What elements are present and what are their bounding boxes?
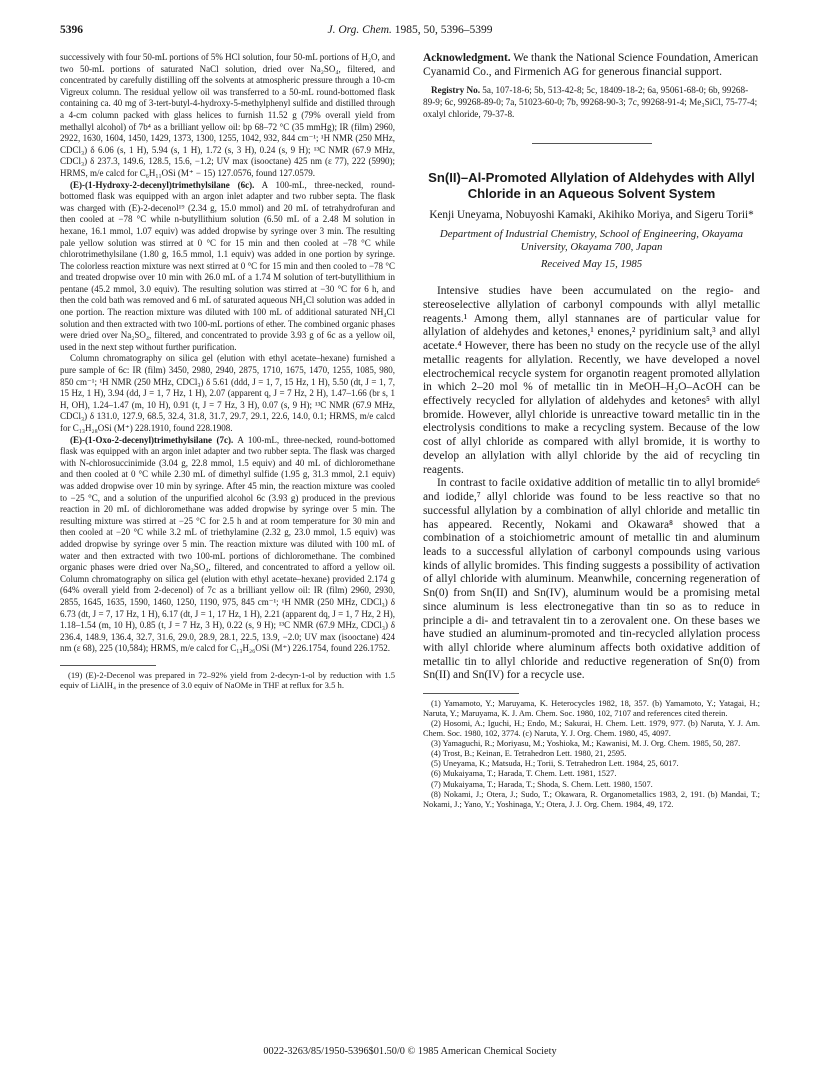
journal-name: J. Org. Chem.	[327, 24, 392, 36]
compound-heading-6c: (E)-(1-Hydroxy-2-decenyl)trimethylsilane (6c).	[70, 179, 255, 190]
acknowledgment	[423, 52, 760, 79]
left-column	[60, 52, 395, 699]
references-rule	[423, 693, 519, 694]
footnote-19: (19) (E)-2-Decenol was prepared in 72–92% yield from 2-decyn-1-ol by reduction with 1.5 equiv of LiAlH₄ in the presence of 3.0 equiv of NaOMe in THF at reflux for 3.5 h.	[60, 669, 395, 691]
experimental-paragraph-1: successively with four 50-mL portions of 5% HCl solution, four 50-mL portions of H₂O, and two 50-mL portions of saturated NaCl solution, dried over Na₂SO₄, filtered, and concentrated by carefully distilling off the solvents at atmospheric pressure through a 10-cm Vigreux column. The residual yellow oil was transferred to a 50-mL round-bottomed flask containing ca. 40 mg of 3-tert-butyl-4-hydroxy-5-methylphenyl sulfide and distilled through a 4-cm column packed with glass helices to furnish 11.52 g (79% overall yield from methallyl alcohol) of 7b⁴ as a brilliant yellow oil: bp 68–72 °C (35 mmHg); IR (film) 2960, 2922, 1630, 1604, 1450, 1429, 1373, 1300, 1255, 1042, 932, 844 cm⁻¹; ¹H NMR (250 MHz, CDCl₃) δ 6.06 (s, 1 H), 5.94 (s, 1 H), 1.72 (s, 3 H), 0.24 (s, 9 H); ¹³C NMR (67.9 MHz, CDCl₃) δ 237.3, 149.6, 128.5, 15.6, −1.2; UV max (isooctane) 425 nm (ε 77), 222 (5990); HRMS, m/e calcd for C₆H₁₁OSi (M⁺ − 15) 127.0576, found 127.0579.	[60, 52, 395, 178]
reference-item: (2) Hosomi, A.; Iguchi, H.; Endo, M.; Sakurai, H. Chem. Lett. 1979, 977. (b) Naruta, Y. J. Am. Chem. Soc. 1980, 102, 3774. (c) Naruta, Y. J. Org. Chem. 1980, 45, 4097.	[423, 719, 760, 739]
experimental-paragraph-4	[60, 435, 395, 655]
procedure-6c: A 100-mL, three-necked, round-bottomed flask was equipped with an argon inlet adapter and two rubber septa. The flask was charged with (E)-2-decenol¹⁹ (2.34 g, 15.0 mmol) and 20 mL of tetrahydrofuran and then cooled at −78 °C while n-butyllithium solution (6.50 mL of a 2.48 M solution in hexane, 16.1 mmol, 1.07 equiv) was added dropwise by syringe over 3 min. The resulting pale yellow solution was stirred at 0 °C for 15 min and then cooled at −78 °C while chlorotrimethylsilane (1.80 g, 16.5 mmol, 1.1 equiv) was added in one portion by syringe. The colorless reaction mixture was next stirred at 0 °C for 15 min and then cooled to −78 °C and treated dropwise over 10 min with 26.0 mL of a 1.74 M solution of tert-butyllithium in pentane (45.2 mmol, 3.0 equiv). The resulting solution was stirred at −30 °C for 6 h, and then the cold bath was removed and 6 mL of saturated aqueous NH₄Cl solution was added in one portion. The reaction mixture was diluted with 100 mL of additional saturated NH₄Cl solution and then extracted with two 100-mL portions of ether. The combined organic phases were dried over Na₂SO₄, filtered, and concentrated to provide 3.93 g of 6c as a yellow oil, used in the next step without further purification.	[60, 179, 395, 352]
reference-item: (3) Yamaguchi, R.; Moriyasu, M.; Yoshioka, M.; Kawanisi, M. J. Org. Chem. 1985, 50, 287.	[431, 739, 741, 749]
reference-item: (1) Yamamoto, Y.; Maruyama, K. Heterocycles 1982, 18, 357. (b) Yamamoto, Y.; Yatagai, H.; Naruta, Y.; Maruyama, K. J. Am. Chem. Soc. 1980, 102, 7107 and references cited therein.	[423, 699, 760, 719]
page-header	[60, 24, 760, 42]
registry-heading: Registry No.	[431, 85, 480, 96]
footnote-rule	[60, 665, 156, 666]
reference-item: (6) Mukaiyama, T.; Harada, T. Chem. Lett. 1981, 1527.	[431, 769, 617, 779]
registry-text: 5a, 107-18-6; 5b, 513-42-8; 5c, 18409-18-2; 6a, 95061-68-0; 6b, 99268-89-9; 6c, 99268-89-0; 7a, 51023-60-0; 7b, 99268-90-3; 7c, 99268-91-4; Me₃SiCl, 75-77-4; oxalyl chloride, 79-37-8.	[423, 85, 758, 119]
journal-volume-pages: 1985, 50, 5396–5399	[391, 24, 493, 36]
page-number: 5396	[60, 24, 83, 36]
references-area	[423, 693, 760, 810]
article-title: Sn(II)–Al-Promoted Allylation of Aldehydes with Allyl Chloride in an Aqueous Solvent System	[428, 170, 755, 201]
received-date: Received May 15, 1985	[540, 258, 643, 271]
references-list	[423, 699, 760, 810]
right-column	[423, 52, 760, 810]
page-footer: 0022-3263/85/1950-5396$01.50/0 © 1985 American Chemical Society	[263, 1046, 557, 1057]
author-affiliation: Department of Industrial Chemistry, School of Engineering, Okayama University, Okayama 700, Japan	[439, 228, 744, 254]
acknowledgment-heading: Acknowledgment.	[423, 52, 511, 64]
article-body	[423, 285, 760, 683]
experimental-paragraph-3: Column chromatography on silica gel (elution with ethyl acetate–hexane) furnished a pure sample of 6c: IR (film) 3450, 2980, 2940, 2875, 1710, 1675, 1470, 1255, 1085, 980, 850 cm⁻¹; ¹H NMR (250 MHz, CDCl₃) δ 5.61 (ddd, J = 1, 7, 15 Hz, 1 H), 5.50 (dt, J = 1, 7, 15 Hz, 1 H), 3.94 (dd, J = 1, 7 Hz, 1 H), 2.07 (apparent q, J = 7 Hz, 2 H), 1.47–1.66 (br s, 1 H, OH), 1.24–1.47 (m, 10 H), 0.91 (t, J = 7 Hz, 3 H), 0.07 (s, 9 H); ¹³C NMR (67.9 MHz, CDCl₃) δ 131.0, 127.9, 68.5, 32.4, 31.8, 31.7, 29.7, 29.1, 22.6, 14.0, 0.1; HRMS, m/e calcd for C₁₃H₂₈OSi (M⁺) 228.1910, found 228.1908.	[60, 353, 395, 433]
reference-item: (5) Uneyama, K.; Matsuda, H.; Torii, S. Tetrahedron Lett. 1984, 25, 6017.	[431, 759, 679, 769]
body-paragraph-1: Intensive studies have been accumulated on the regio- and stereoselective allylation of carbonyl compounds with allyl metallic reagents.¹ Among them, allyl stannanes are of particular value for allylation of aldehydes and ketones,¹ enones,² pyridinium salt,³ and allyl acetate.⁴ However, there has been no study on the recycle use of the allyl metallic reagents for allylation. Recently, we have developed a novel electrochemical recycle system for organotin reagent promoted allylation in which 2–20 mol % of metallic tin in MeOH–H₂O–AcOH can be effectively recycled for allylation of aldehydes and ketones⁵ with allyl bromide. However, allyl chloride is unreactive toward metallic tin in the electrolysis conditions to make a recycling system. Because of the low cost of allyl chloride as compared with allyl bromide, it is worthy to develop an allylation with allyl chloride by the aid of recycling tin reagents.	[423, 285, 760, 476]
reference-item: (7) Mukaiyama, T.; Harada, T.; Shoda, S. Chem. Lett. 1980, 1507.	[431, 779, 653, 789]
registry-numbers	[423, 85, 760, 120]
reference-item: (4) Trost, B.; Keinan, E. Tetrahedron Lett. 1980, 21, 2595.	[431, 749, 627, 759]
procedure-7c: A 100-mL, three-necked, round-bottomed flask was equipped with an argon inlet adapter and two rubber septa. The flask was charged with N-chlorosuccinimide (3.04 g, 22.8 mmol, 1.5 equiv) and 40 mL of dichloromethane and then cooled at 0 °C while 2.30 mL of dimethyl sulfide (1.95 g, 31.3 mmol, 2.1 equiv) was added dropwise over 10 min by syringe. After 45 min, the reaction mixture was cooled to −25 °C, and a solution of the unpurified alcohol 6c (3.93 g) produced in the previous reaction in 20 mL of dichloromethane was added dropwise by syringe over 5 min. The resulting mixture was stirred at −25 °C for 2.5 h and at room temperature for 30 min and then cooled at −20 °C while 3.2 mL of triethylamine (2.32 g, 23.0 mmol, 1.5 equiv) was added dropwise by syringe over 5 min. The reaction mixture was diluted with 100 mL of water and then extracted with two 100-mL portions of dichloromethane. The combined organic phases were dried over Na₂SO₄, filtered, and concentrated to afford a yellow oil. Column chromatography on silica gel (elution with ethyl acetate–hexane) provided 2.174 g (64% overall yield from 2-decenol) of 7c as a brilliant yellow oil: IR (film) 2960, 2930, 2855, 1645, 1635, 1590, 1460, 1250, 1190, 975, 845 cm⁻¹; ¹H NMR (250 MHz, CDCl₃) δ 6.73 (dt, J = 7, 17 Hz, 1 H), 6.17 (dt, J = 1, 17 Hz, 1 H), 2.21 (apparent dq, J = 1, 7 Hz, 2 H), 1.18–1.54 (m, 10 H), 0.85 (t, J = 7 Hz, 3 H), 0.22 (s, 9 H); ¹³C NMR (67.9 MHz, CDCl₃) δ 236.4, 148.9, 136.4, 32.7, 31.6, 29.0, 28.9, 28.1, 22.5, 13.9, −2.0; UV max (isooctane) 424 nm (ε 68), 225 (10,584); HRMS, m/e calcd for C₁₃H₂₆OSi (M⁺) 226.1754, found 226.1752.	[60, 434, 395, 654]
body-paragraph-2: In contrast to facile oxidative addition of metallic tin to allyl bromide⁶ and iodide,⁷ allyl chloride was found to be less reactive so that no successful allylation by a combination of allyl chloride and metallic tin has appeared. Recently, Nokami and Okawara⁸ showed that a combination of a stoichiometric amount of metallic tin and aluminum leads to a successful allylation of carbonyl compounds using various kinds of allylic bromides. This finding suggests a possibility of activation of allyl chloride with aluminum. Meanwhile, concerning regeneration of Sn(0) from Sn(II) and Sn(IV), aluminum would be a promising metal since aluminum is less electronegative than tin so as to reduce in principle a di- and tetravalent tin to a zerovalent one. On these bases we have studied an aluminum-promoted and tin-recycled allylation process with allyl chloride where aluminum affects both oxidative addition of metallic tin to allyl chloride and reductive regeneration of Sn(0) from Sn(II) and Sn(IV) for a recycle use.	[423, 477, 760, 682]
journal-running-head	[60, 24, 760, 36]
reference-item: (8) Nokami, J.; Otera, J.; Sudo, T.; Okawara, R. Organometallics 1983, 2, 191. (b) Mandai, T.; Nokami, J.; Yano, Y.; Yoshinaga, Y.; Otera, J. J. Org. Chem. 1984, 49, 172.	[423, 789, 760, 809]
left-footnote-area	[60, 665, 395, 691]
experimental-section	[60, 52, 395, 655]
compound-heading-7c: (E)-(1-Oxo-2-decenyl)trimethylsilane (7c).	[70, 434, 234, 445]
acknowledgment-text: We thank the National Science Foundation, American Cyanamid Co., and Firmenich AG for generous financial support.	[423, 52, 759, 78]
section-divider	[532, 143, 652, 144]
article-authors: Kenji Uneyama, Nobuyoshi Kamaki, Akihiko Moriya, and Sigeru Torii*	[429, 209, 754, 221]
experimental-paragraph-2	[60, 180, 395, 354]
